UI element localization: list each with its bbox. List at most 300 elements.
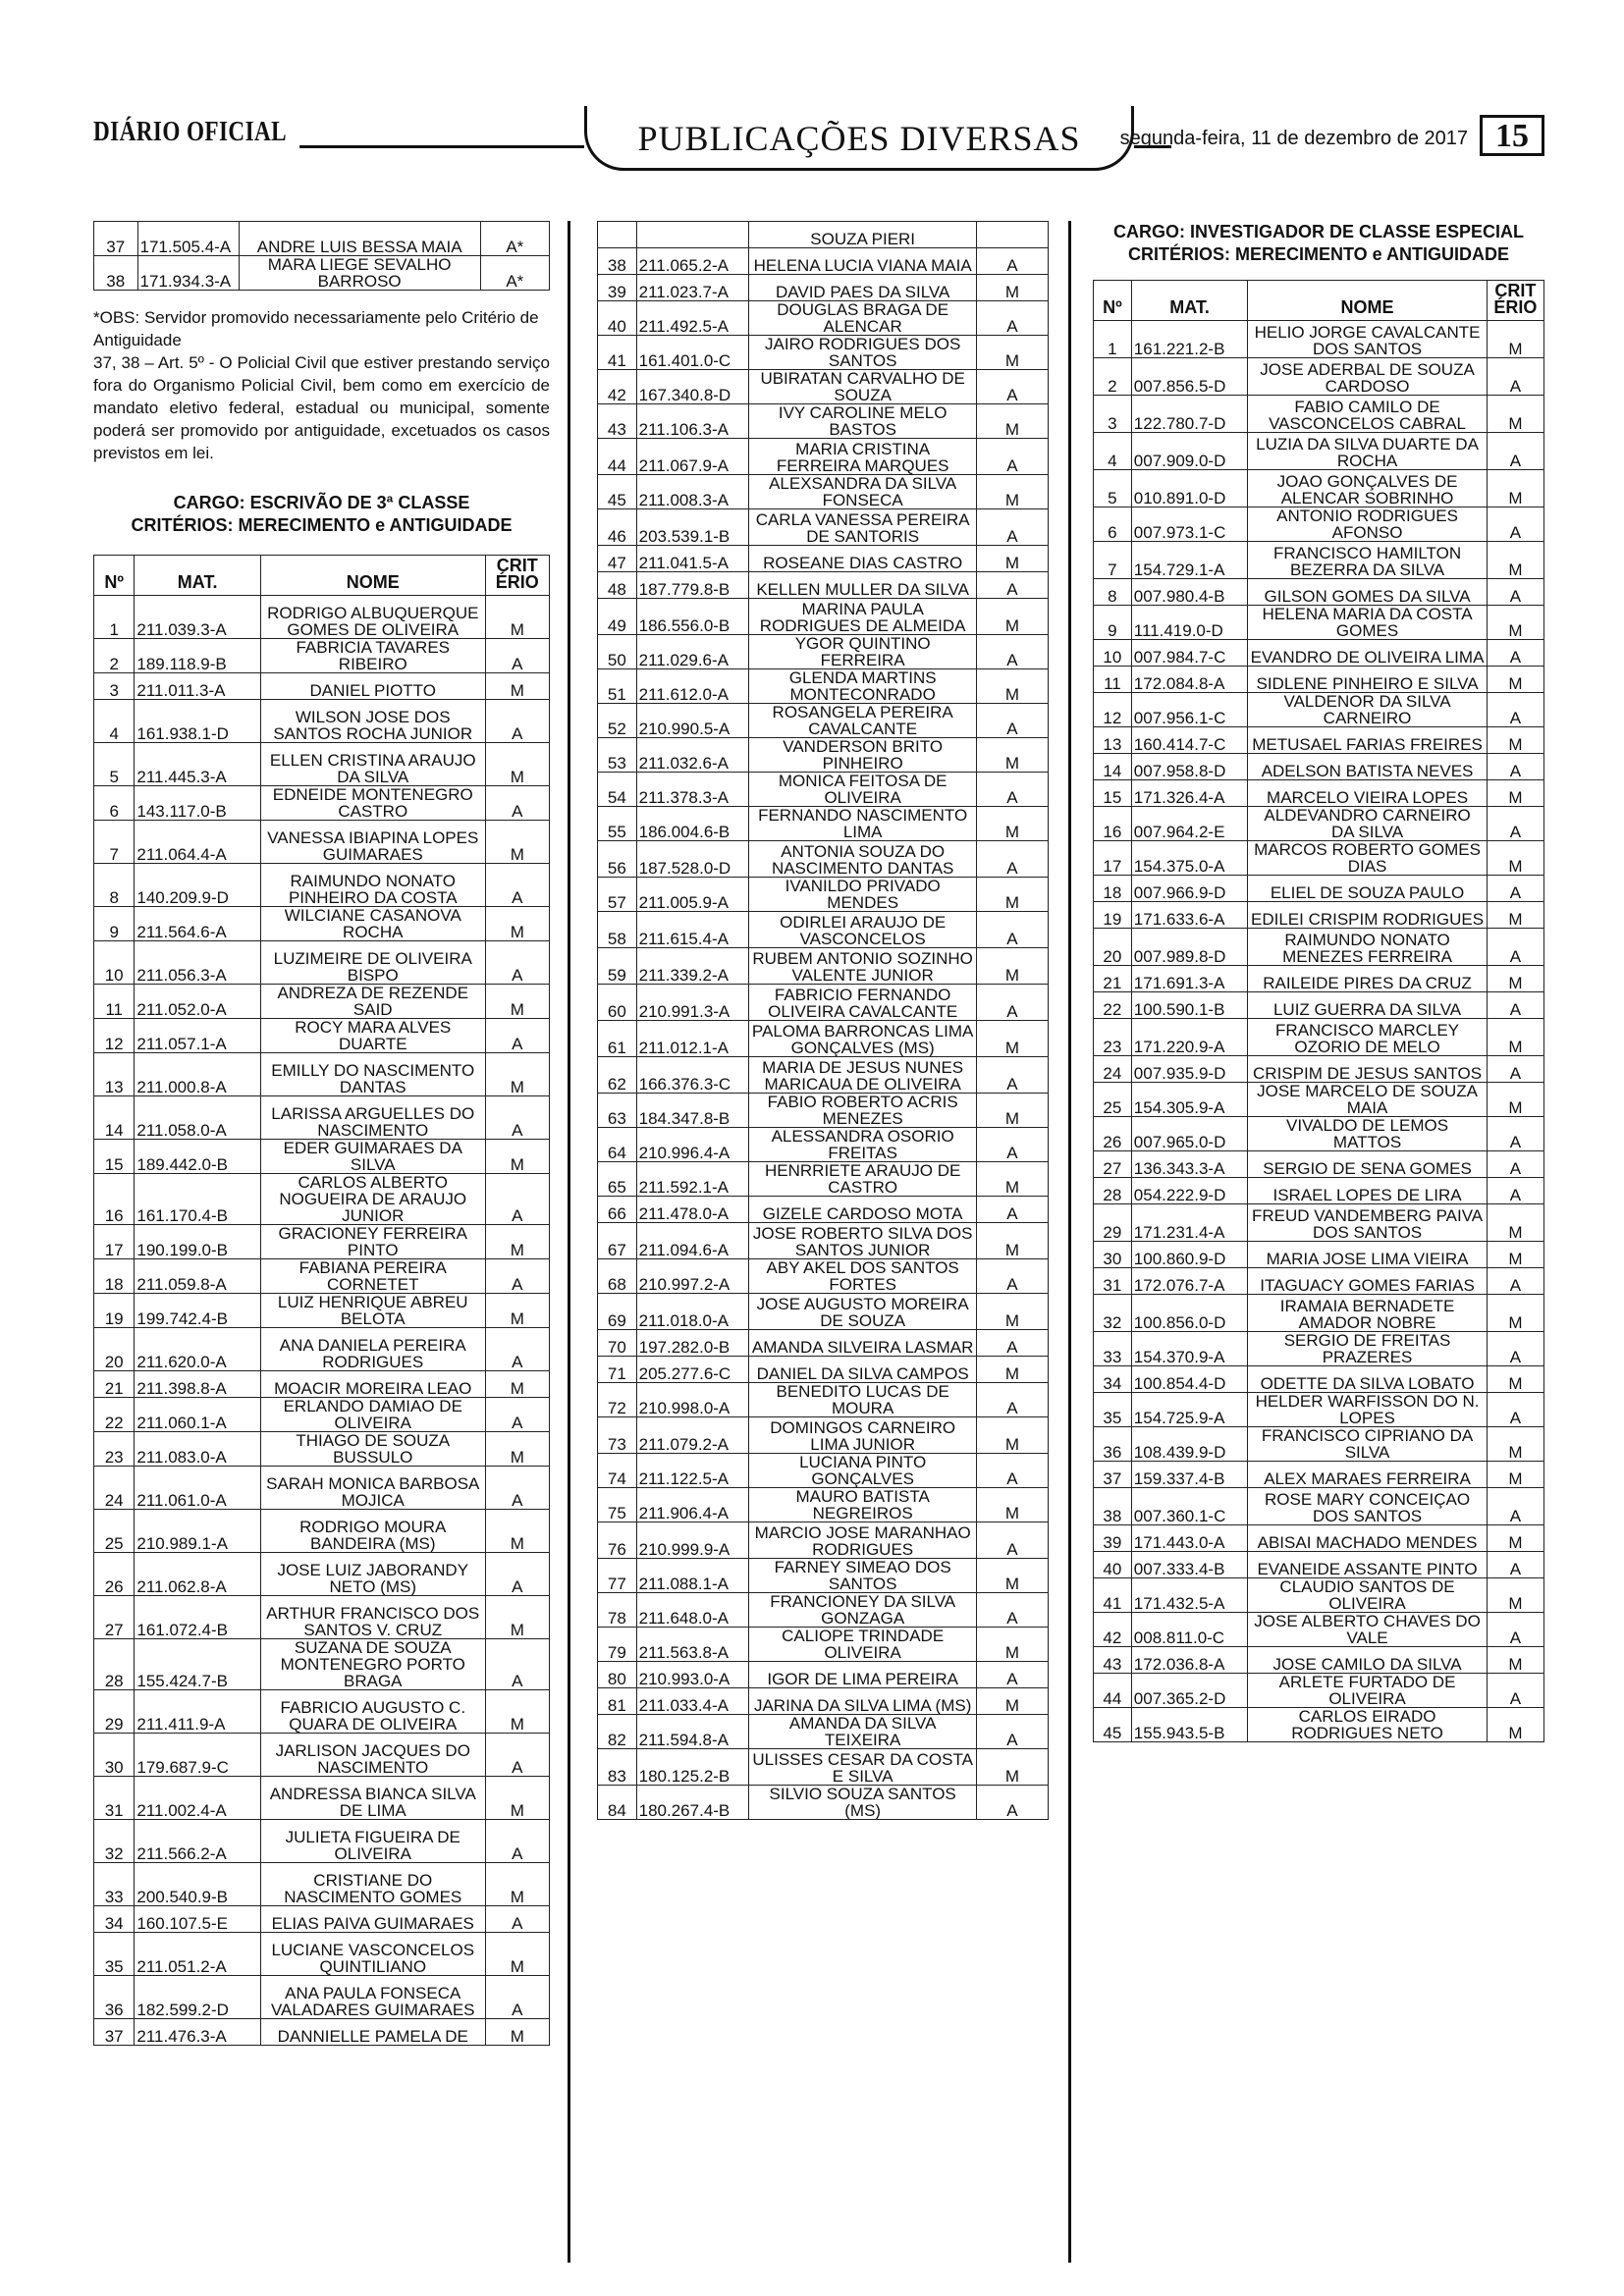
server-name: JULIETA FIGUEIRA DE OLIVEIRA <box>260 1820 485 1863</box>
promotion-criterion: A <box>1487 1393 1543 1427</box>
promotion-criterion: A <box>485 1019 549 1053</box>
server-name: RAIMUNDO NONATO PINHEIRO DA COSTA <box>260 864 485 907</box>
registration-number: 100.590.1-B <box>1131 992 1248 1019</box>
registration-number: 205.277.6-C <box>636 1357 749 1383</box>
registration-number: 007.966.9-D <box>1131 876 1248 902</box>
registration-number: 211.083.0-A <box>135 1432 261 1467</box>
promotion-criterion: M <box>485 1432 549 1467</box>
row-number: 17 <box>94 1225 135 1259</box>
registration-number: 100.854.4-D <box>1131 1366 1248 1393</box>
server-name: LUZIMEIRE DE OLIVEIRA BISPO <box>260 941 485 985</box>
promotion-criterion: M <box>976 404 1048 439</box>
registration-number: 211.061.0-A <box>135 1467 261 1510</box>
registration-number <box>636 222 749 248</box>
promotion-criterion: M <box>1487 1295 1543 1332</box>
row-number: 70 <box>598 1330 637 1357</box>
registration-number: 211.564.6-A <box>135 907 261 941</box>
table-row <box>94 786 550 821</box>
server-name: GLENDA MARTINS MONTECONRADO <box>749 669 977 704</box>
promotion-criterion: M <box>976 1021 1048 1057</box>
row-number: 21 <box>1094 966 1132 992</box>
registration-number: 210.990.5-A <box>636 704 749 738</box>
row-number: 38 <box>598 248 637 275</box>
promotion-criterion: M <box>976 1559 1048 1593</box>
promotion-criterion: A <box>976 1330 1048 1357</box>
row-number: 76 <box>598 1522 637 1559</box>
server-name: ELLEN CRISTINA ARAUJO DA SILVA <box>260 743 485 786</box>
promotion-criterion: M <box>485 1933 549 1976</box>
promotion-criterion: A <box>1487 1332 1543 1366</box>
server-name: JAIRO RODRIGUES DOS SANTOS <box>749 336 977 370</box>
table-row <box>94 673 550 700</box>
table-row <box>598 1715 1049 1749</box>
registration-number: 211.051.2-A <box>135 1933 261 1976</box>
row-number: 15 <box>94 1140 135 1174</box>
promotion-criterion: A* <box>480 256 549 291</box>
registration-number: 007.935.9-D <box>1131 1056 1248 1083</box>
row-number: 19 <box>1094 902 1132 929</box>
promotion-criterion: M <box>976 546 1048 572</box>
table-row <box>598 807 1049 841</box>
registration-number: 161.401.0-C <box>636 336 749 370</box>
table-row <box>1094 1578 1544 1613</box>
table-row <box>94 2019 550 2046</box>
promotion-criterion <box>976 222 1048 248</box>
promotion-criterion: A <box>485 1259 549 1294</box>
server-name: SOUZA PIERI <box>749 222 977 248</box>
server-name: ODETTE DA SILVA LOBATO <box>1248 1366 1488 1393</box>
row-number: 11 <box>1094 667 1132 693</box>
table-row <box>598 1749 1049 1786</box>
table-row <box>1094 1427 1544 1462</box>
promotion-criterion: A <box>1487 992 1543 1019</box>
table-row <box>598 301 1049 336</box>
table-row <box>94 743 550 786</box>
row-number: 8 <box>1094 579 1132 606</box>
promotion-criterion: M <box>485 985 549 1019</box>
registration-number: 171.691.3-A <box>1131 966 1248 992</box>
row-number: 22 <box>94 1398 135 1432</box>
server-name: ROSEANE DIAS CASTRO <box>749 546 977 572</box>
row-number: 6 <box>94 786 135 821</box>
promotion-criterion: A <box>1487 1151 1543 1178</box>
row-number: 34 <box>94 1906 135 1933</box>
row-number: 72 <box>598 1383 637 1417</box>
cargo-heading: CARGO: INVESTIGADOR DE CLASSE ESPECIAL <box>1112 222 1525 241</box>
promotion-criterion: A <box>1487 1674 1543 1708</box>
registration-number: 186.004.6-B <box>636 807 749 841</box>
promotion-criterion: M <box>1487 321 1543 358</box>
table-row <box>598 878 1049 912</box>
registration-number: 161.938.1-D <box>135 700 261 743</box>
registration-number: 211.052.0-A <box>135 985 261 1019</box>
registration-number: 154.729.1-A <box>1131 542 1248 579</box>
registration-number: 211.056.3-A <box>135 941 261 985</box>
server-name: LARISSA ARGUELLES DO NASCIMENTO <box>260 1096 485 1140</box>
row-number: 20 <box>94 1328 135 1371</box>
table-row <box>598 336 1049 370</box>
table-row <box>1094 667 1544 693</box>
table-row <box>1094 640 1544 667</box>
table-row <box>598 704 1049 738</box>
promotion-criterion: M <box>976 948 1048 985</box>
row-number: 43 <box>598 404 637 439</box>
promotion-criterion: A <box>976 841 1048 878</box>
promotion-criterion: M <box>976 599 1048 635</box>
table-row <box>94 864 550 907</box>
table-row <box>1094 693 1544 727</box>
promotion-criterion: M <box>976 475 1048 509</box>
row-number: 38 <box>94 256 138 291</box>
page-number: 15 <box>1480 115 1544 156</box>
promotion-criterion: A <box>976 1383 1048 1417</box>
server-name: RUBEM ANTONIO SOZINHO VALENTE JUNIOR <box>749 948 977 985</box>
escrivao-table-continued <box>597 221 1049 1820</box>
promotion-criterion: A <box>1487 876 1543 902</box>
registration-number: 210.997.2-A <box>636 1259 749 1294</box>
server-name: IRAMAIA BERNADETE AMADOR NOBRE <box>1248 1295 1488 1332</box>
server-name: DOUGLAS BRAGA DE ALENCAR <box>749 301 977 336</box>
promotion-criterion: M <box>976 1688 1048 1715</box>
table-row <box>94 1259 550 1294</box>
row-number: 23 <box>94 1432 135 1467</box>
registration-number: 007.360.1-C <box>1131 1488 1248 1525</box>
row-number: 1 <box>94 596 135 639</box>
server-name: UBIRATAN CARVALHO DE SOUZA <box>749 370 977 404</box>
table-row <box>1094 841 1544 876</box>
registration-number: 161.072.4-B <box>135 1596 261 1639</box>
row-number: 3 <box>94 673 135 700</box>
server-name: JOAO GONÇALVES DE ALENCAR SOBRINHO <box>1248 470 1488 507</box>
server-name: ELIAS PAIVA GUIMARAES <box>260 1906 485 1933</box>
promotion-criterion: A <box>976 1786 1048 1820</box>
row-number: 68 <box>598 1259 637 1294</box>
server-name: YGOR QUINTINO FERREIRA <box>749 635 977 669</box>
server-name: GILSON GOMES DA SILVA <box>1248 579 1488 606</box>
promotion-criterion: M <box>1487 606 1543 640</box>
promotion-criterion: A <box>976 1715 1048 1749</box>
promotion-criterion: A <box>485 1906 549 1933</box>
server-name: FABIANA PEREIRA CORNETET <box>260 1259 485 1294</box>
row-number: 55 <box>598 807 637 841</box>
table-row <box>598 985 1049 1021</box>
row-number: 35 <box>94 1933 135 1976</box>
table-row <box>94 1053 550 1096</box>
registration-number: 154.375.0-A <box>1131 841 1248 876</box>
server-name: SERGIO DE FREITAS PRAZERES <box>1248 1332 1488 1366</box>
server-name: ARLETE FURTADO DE OLIVEIRA <box>1248 1674 1488 1708</box>
table-row <box>94 1371 550 1398</box>
promotion-criterion: M <box>1487 1242 1543 1268</box>
registration-number: 111.419.0-D <box>1131 606 1248 640</box>
registration-number: 211.062.8-A <box>135 1553 261 1596</box>
server-name: MARIA JOSE LIMA VIEIRA <box>1248 1242 1488 1268</box>
promotion-criterion: A <box>1487 693 1543 727</box>
promotion-criterion: A <box>485 1734 549 1777</box>
registration-number: 211.615.4-A <box>636 912 749 948</box>
table-row <box>598 1662 1049 1688</box>
promotion-criterion: M <box>976 1488 1048 1522</box>
table-row <box>1094 1117 1544 1151</box>
promotion-criterion: M <box>976 878 1048 912</box>
promotion-criterion: M <box>1487 396 1543 433</box>
server-name: CLAUDIO SANTOS DE OLIVEIRA <box>1248 1578 1488 1613</box>
row-number: 78 <box>598 1593 637 1628</box>
promotion-criterion: A <box>976 704 1048 738</box>
registration-number: 210.993.0-A <box>636 1662 749 1688</box>
row-number: 9 <box>1094 606 1132 640</box>
row-number: 20 <box>1094 929 1132 966</box>
table-row <box>598 1522 1049 1559</box>
row-number: 57 <box>598 878 637 912</box>
table-row <box>94 1976 550 2019</box>
registration-number: 180.267.4-B <box>636 1786 749 1820</box>
registration-number: 211.648.0-A <box>636 1593 749 1628</box>
promotion-criterion: A <box>976 248 1048 275</box>
table-row <box>94 1294 550 1328</box>
registration-number: 211.011.3-A <box>135 673 261 700</box>
server-name: ANA DANIELA PEREIRA RODRIGUES <box>260 1328 485 1371</box>
row-number: 62 <box>598 1057 637 1094</box>
server-name: JOSE CAMILO DA SILVA <box>1248 1647 1488 1674</box>
table-row <box>598 1162 1049 1197</box>
promotion-criterion: A <box>976 912 1048 948</box>
server-name: MONICA FEITOSA DE OLIVEIRA <box>749 773 977 807</box>
server-name: EDILEI CRISPIM RODRIGUES <box>1248 902 1488 929</box>
registration-number: 007.909.0-D <box>1131 433 1248 470</box>
row-number: 51 <box>598 669 637 704</box>
table-row <box>598 1057 1049 1094</box>
promotion-criterion: A <box>976 1057 1048 1094</box>
table-row <box>598 635 1049 669</box>
promotion-criterion: M <box>485 1690 549 1734</box>
server-name: HENRRIETE ARAUJO DE CASTRO <box>749 1162 977 1197</box>
promotion-criterion: M <box>485 1510 549 1553</box>
registration-number: 108.439.9-D <box>1131 1427 1248 1462</box>
registration-number: 189.442.0-B <box>135 1140 261 1174</box>
table-row <box>1094 1674 1544 1708</box>
table-row <box>598 1223 1049 1259</box>
table-row <box>598 738 1049 773</box>
registration-number: 171.934.3-A <box>137 256 239 291</box>
promotion-criterion: A <box>485 941 549 985</box>
promotion-criterion: A <box>976 439 1048 475</box>
row-number: 42 <box>1094 1613 1132 1647</box>
registration-number: 200.540.9-B <box>135 1863 261 1906</box>
table-row <box>598 669 1049 704</box>
row-number: 59 <box>598 948 637 985</box>
server-name: JOSE MARCELO DE SOUZA MAIA <box>1248 1083 1488 1117</box>
row-number: 50 <box>598 635 637 669</box>
promotion-criterion: M <box>976 1162 1048 1197</box>
row-number: 19 <box>94 1294 135 1328</box>
registration-number: 007.365.2-D <box>1131 1674 1248 1708</box>
table-row <box>1094 1295 1544 1332</box>
row-number: 4 <box>94 700 135 743</box>
row-number: 49 <box>598 599 637 635</box>
server-name: GRACIONEY FERREIRA PINTO <box>260 1225 485 1259</box>
table-row <box>94 596 550 639</box>
server-name: FRANCISCO CIPRIANO DA SILVA <box>1248 1427 1488 1462</box>
table-row <box>598 1786 1049 1820</box>
registration-number: 211.094.6-A <box>636 1223 749 1259</box>
row-number: 2 <box>1094 358 1132 396</box>
registration-number: 211.041.5-A <box>636 546 749 572</box>
promotion-criterion: A <box>1487 640 1543 667</box>
promotion-criterion: A <box>485 1398 549 1432</box>
server-name: DANIEL PIOTTO <box>260 673 485 700</box>
promotion-criterion: A <box>1487 358 1543 396</box>
registration-number: 140.209.9-D <box>135 864 261 907</box>
promotion-criterion: M <box>976 738 1048 773</box>
promotion-criterion: A <box>976 370 1048 404</box>
server-name: FERNANDO NASCIMENTO LIMA <box>749 807 977 841</box>
table-row <box>1094 1613 1544 1647</box>
table-row <box>598 1628 1049 1662</box>
table-row <box>1094 902 1544 929</box>
server-name: ERLANDO DAMIAO DE OLIVEIRA <box>260 1398 485 1432</box>
table-row <box>1094 1552 1544 1578</box>
registration-number: 122.780.7-D <box>1131 396 1248 433</box>
server-name: GIZELE CARDOSO MOTA <box>749 1197 977 1223</box>
server-name: LUZIA DA SILVA DUARTE DA ROCHA <box>1248 433 1488 470</box>
table-row <box>598 1259 1049 1294</box>
table-row <box>598 773 1049 807</box>
table-row <box>1094 1393 1544 1427</box>
table-row <box>598 509 1049 546</box>
row-number: 82 <box>598 1715 637 1749</box>
server-name: EDNEIDE MONTENEGRO CASTRO <box>260 786 485 821</box>
row-number: 84 <box>598 1786 637 1820</box>
row-number: 67 <box>598 1223 637 1259</box>
section-title: PUBLICAÇÕES DIVERSAS <box>637 119 1081 158</box>
row-number: 80 <box>598 1662 637 1688</box>
table-row <box>1094 1151 1544 1178</box>
registration-number: 166.376.3-C <box>636 1057 749 1094</box>
promotion-criterion: M <box>485 743 549 786</box>
row-number: 14 <box>94 1096 135 1140</box>
obs-note: *OBS: Servidor promovido necessariamente pelo Critério de Antiguidade <box>93 308 539 349</box>
promotion-criterion: A <box>976 1662 1048 1688</box>
server-name: KELLEN MULLER DA SILVA <box>749 572 977 599</box>
row-number: 52 <box>598 704 637 738</box>
server-name: IVY CAROLINE MELO BASTOS <box>749 404 977 439</box>
row-number: 42 <box>598 370 637 404</box>
table-row <box>94 941 550 985</box>
promotion-criterion: A <box>976 1593 1048 1628</box>
server-name: ANTONIA SOUZA DO NASCIMENTO DANTAS <box>749 841 977 878</box>
row-number: 63 <box>598 1094 637 1128</box>
registration-number: 054.222.9-D <box>1131 1178 1248 1204</box>
row-number: 14 <box>1094 754 1132 780</box>
table-row <box>94 1820 550 1863</box>
row-number: 65 <box>598 1162 637 1197</box>
table-row <box>598 572 1049 599</box>
table-row <box>94 1432 550 1467</box>
promotion-criterion: A <box>485 1976 549 2019</box>
section-banner <box>584 106 1134 171</box>
promotion-criterion: M <box>1487 1578 1543 1613</box>
promotion-criterion: M <box>485 1053 549 1096</box>
promotion-criterion: M <box>485 907 549 941</box>
table-row <box>94 1225 550 1259</box>
col-header-mat: MAT. <box>1131 281 1248 321</box>
registration-number: 211.032.6-A <box>636 738 749 773</box>
table-row <box>1094 1488 1544 1525</box>
promotion-criterion: A <box>485 1174 549 1225</box>
row-number: 56 <box>598 841 637 878</box>
row-number: 15 <box>1094 780 1132 807</box>
registration-number: 172.084.8-A <box>1131 667 1248 693</box>
promotion-criterion: A <box>976 635 1048 669</box>
server-name: CARLOS ALBERTO NOGUEIRA DE ARAUJO JUNIOR <box>260 1174 485 1225</box>
server-name: ABY AKEL DOS SANTOS FORTES <box>749 1259 977 1294</box>
row-number: 29 <box>94 1690 135 1734</box>
table-row <box>598 1454 1049 1488</box>
registration-number: 159.337.4-B <box>1131 1462 1248 1488</box>
registration-number: 007.973.1-C <box>1131 507 1248 542</box>
promotion-criterion: A <box>1487 754 1543 780</box>
server-name: FRANCISCO MARCLEY OZORIO DE MELO <box>1248 1019 1488 1056</box>
table-row <box>94 1398 550 1432</box>
table-row <box>94 907 550 941</box>
promotion-criterion: A <box>976 1522 1048 1559</box>
server-name: MARA LIEGE SEVALHO BARROSO <box>239 256 480 291</box>
table-row <box>1094 606 1544 640</box>
registration-number: 211.058.0-A <box>135 1096 261 1140</box>
registration-number: 210.991.3-A <box>636 985 749 1021</box>
table-row <box>1094 1268 1544 1295</box>
server-name: CARLA VANESSA PEREIRA DE SANTORIS <box>749 509 977 546</box>
promotion-criterion: M <box>485 596 549 639</box>
col-header-number: Nº <box>94 556 135 596</box>
table-row <box>1094 992 1544 1019</box>
server-name: VALDENOR DA SILVA CARNEIRO <box>1248 693 1488 727</box>
promotion-criterion: A <box>485 1639 549 1690</box>
registration-number: 161.221.2-B <box>1131 321 1248 358</box>
promotion-criterion: M <box>485 1140 549 1174</box>
registration-number: 171.505.4-A <box>137 222 239 256</box>
registration-number: 154.725.9-A <box>1131 1393 1248 1427</box>
table-row <box>1094 358 1544 396</box>
promotion-criterion: M <box>976 275 1048 301</box>
registration-number: 211.398.8-A <box>135 1371 261 1398</box>
table-row <box>598 1383 1049 1417</box>
registration-number: 007.965.0-D <box>1131 1117 1248 1151</box>
registration-number: 211.122.5-A <box>636 1454 749 1488</box>
row-number: 37 <box>94 2019 135 2046</box>
table-row <box>94 1467 550 1510</box>
registration-number: 171.633.6-A <box>1131 902 1248 929</box>
registration-number: 160.107.5-E <box>135 1906 261 1933</box>
row-number: 18 <box>1094 876 1132 902</box>
row-number: 40 <box>1094 1552 1132 1578</box>
promotion-criterion: A <box>1487 1117 1543 1151</box>
registration-number: 100.856.0-D <box>1131 1295 1248 1332</box>
registration-number: 007.964.2-E <box>1131 807 1248 841</box>
table-row <box>1094 1366 1544 1393</box>
registration-number: 210.998.0-A <box>636 1383 749 1417</box>
server-name: FRANCISCO HAMILTON BEZERRA DA SILVA <box>1248 542 1488 579</box>
server-name: MARINA PAULA RODRIGUES DE ALMEIDA <box>749 599 977 635</box>
server-name: MARCOS ROBERTO GOMES DIAS <box>1248 841 1488 876</box>
promotion-criterion: M <box>1487 1708 1543 1742</box>
promotion-criterion: M <box>976 1417 1048 1454</box>
promotion-criterion: M <box>976 1357 1048 1383</box>
row-number: 33 <box>1094 1332 1132 1366</box>
table-row <box>1094 542 1544 579</box>
registration-number: 100.860.9-D <box>1131 1242 1248 1268</box>
